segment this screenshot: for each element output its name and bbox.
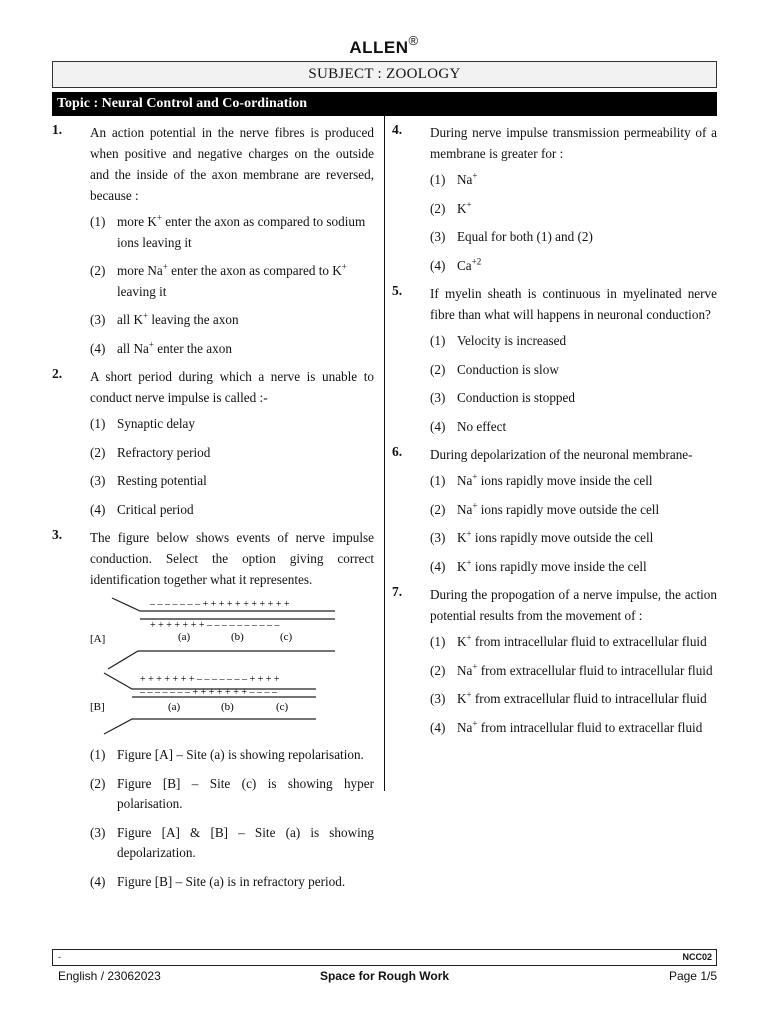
option-number: (4) (90, 873, 106, 889)
superscript: + (143, 310, 149, 321)
option-number: (1) (90, 747, 106, 762)
option-number: (2) (90, 775, 106, 791)
option-text-part: more K (117, 214, 157, 229)
option-text-part: enter the axon as compared to sodium ions leaving it (117, 214, 366, 250)
figure-a (90, 598, 335, 645)
option-text-part: enter the axon as compared to K (167, 263, 342, 278)
question-stem: An action potential in the nerve fibres is produced when positive and negative charges on the outside and the inside of the axon membrane are reversed, because : (90, 125, 374, 203)
option-number: (4) (430, 257, 446, 273)
question-number: 1. (52, 122, 63, 137)
question-1 (52, 116, 374, 359)
option-3 (430, 528, 717, 549)
option-text (457, 473, 653, 488)
option-text-part: ions rapidly move outside the cell (477, 501, 660, 517)
option-number: (3) (90, 824, 106, 840)
question-2 (52, 366, 374, 520)
option-2 (430, 500, 717, 521)
option-number: (1) (430, 333, 446, 348)
option-text (457, 333, 566, 348)
options (90, 745, 374, 892)
option-number: (4) (90, 501, 106, 517)
superscript: + (466, 557, 472, 568)
option-text (117, 502, 194, 517)
figure-b-label: [B] (90, 701, 105, 713)
figure-b-site-b: (b) (221, 701, 234, 713)
option-1 (90, 745, 374, 766)
question-stem: The figure below shows events of nerve impulse conduction. Select the option giving correct identification together what it representes. (90, 530, 374, 587)
option-text (117, 214, 365, 250)
options (90, 414, 374, 520)
option-text-part: Figure [B] – Site (c) is showing hyper polarisation. (117, 775, 374, 811)
option-text (457, 502, 659, 517)
question-number: 4. (392, 122, 403, 137)
option-number: (1) (90, 214, 106, 229)
figure-b (90, 651, 335, 734)
option-number: (1) (90, 416, 106, 431)
option-text-part: Conduction is slow (457, 361, 559, 377)
question-5 (392, 283, 717, 437)
question-number: 2. (52, 366, 63, 381)
figure-b-top-signs: + + + + + + + – – – – – – – + + + + (140, 674, 280, 685)
option-text-part: Figure [B] – Site (a) is in refractory period. (117, 873, 346, 889)
question-stem: If myelin sheath is continuous in myelinated nerve fibre than what will happens in neuronal conduction? (430, 286, 717, 322)
option-text-part: all K (117, 312, 144, 327)
option-text (457, 530, 653, 545)
option-1 (90, 414, 374, 435)
option-4 (90, 872, 374, 893)
option-3 (430, 388, 717, 409)
option-1 (430, 471, 717, 492)
option-number: (2) (430, 200, 446, 216)
option-text-part: K (457, 200, 467, 216)
superscript: + (466, 528, 472, 539)
option-text-part: from intracellular fluid to extracellar fluid (477, 719, 703, 735)
option-4 (90, 339, 374, 360)
subject-header: SUBJECT : ZOOLOGY (52, 61, 717, 88)
option-text-part: from intracellular fluid to extracellular fluid (471, 634, 707, 649)
topic-bar: Topic : Neural Control and Co-ordination (52, 92, 717, 116)
option-text-part: Na (457, 473, 473, 488)
option-text (117, 774, 374, 815)
option-text-part: Conduction is stopped (457, 390, 575, 405)
option-number: (4) (430, 418, 446, 434)
superscript: + (156, 212, 162, 223)
nerve-impulse-figure (90, 596, 340, 741)
question-4 (392, 116, 717, 276)
option-number: (2) (90, 444, 106, 460)
option-text (117, 263, 347, 299)
option-text (457, 201, 472, 216)
question-number: 5. (392, 283, 403, 298)
option-4 (90, 500, 374, 521)
option-number: (3) (430, 691, 446, 706)
option-text-part: Equal for both (1) and (2) (457, 229, 593, 244)
option-text (457, 229, 593, 244)
option-text-part: Refractory period (117, 444, 211, 460)
question-stem: During the propogation of a nerve impulse, the action potential results from the movement of : (430, 587, 717, 623)
option-number: (2) (430, 662, 446, 678)
figure-a-site-b: (b) (231, 631, 244, 643)
footer-strip-left: - (58, 952, 61, 962)
option-text (457, 258, 481, 273)
option-2 (90, 261, 374, 302)
figure-b-bottom-signs: – – – – – – – + + + + + + + – – – – (140, 687, 277, 698)
option-text-part: K (457, 558, 467, 574)
option-number: (1) (430, 473, 446, 488)
option-text (117, 745, 374, 766)
option-2 (430, 360, 717, 381)
option-text-part: Critical period (117, 501, 194, 517)
option-text (117, 872, 374, 893)
footer-rough-work: Space for Rough Work (319, 969, 450, 983)
footer-code-strip (52, 949, 717, 966)
option-text-part: Velocity is increased (457, 333, 567, 348)
figure-b-site-c: (c) (276, 701, 289, 713)
column-divider (384, 116, 385, 791)
figure-a-site-c: (c) (280, 631, 293, 643)
option-1 (430, 331, 717, 352)
option-4 (430, 557, 717, 578)
option-text-part: leaving it (117, 283, 167, 299)
superscript: + (472, 500, 478, 511)
question-number: 6. (392, 444, 403, 459)
option-text-part: Resting potential (117, 473, 207, 488)
option-4 (430, 256, 717, 277)
option-1 (430, 632, 717, 653)
option-text-part: from extracellular fluid to intracellular fluid (471, 691, 707, 706)
footer-language-date: English / 23062023 (58, 969, 161, 983)
figure-a-bottom-signs: + + + + + + + – – – – – – – – – – (150, 620, 280, 631)
figure-b-bottom-curve (104, 719, 316, 734)
allen-logo (0, 33, 768, 58)
option-1 (90, 212, 374, 253)
options (430, 471, 717, 577)
superscript: + (466, 689, 472, 700)
option-text-part: ions rapidly move inside the cell (471, 558, 647, 574)
option-4 (430, 417, 717, 438)
option-text-part: Figure [A] – Site (a) is showing repolarisation. (117, 747, 364, 762)
option-number: (4) (430, 719, 446, 735)
option-text-part: Ca (457, 257, 472, 273)
option-text-part: K (457, 691, 467, 706)
superscript: + (162, 261, 168, 272)
page-footer (52, 969, 717, 985)
option-number: (3) (430, 390, 446, 405)
option-text-part: ions rapidly move outside the cell (471, 530, 654, 545)
option-text (117, 445, 210, 460)
option-3 (430, 227, 717, 248)
question-6 (392, 444, 717, 577)
option-text-part: K (457, 634, 467, 649)
option-number: (3) (90, 473, 106, 488)
question-number: 7. (392, 584, 403, 599)
option-text-part: enter the axon (153, 340, 232, 356)
figure-b-site-a: (a) (168, 701, 181, 713)
question-3 (52, 527, 374, 892)
option-2 (90, 774, 374, 815)
question-stem: During depolarization of the neuronal membrane- (430, 447, 693, 462)
option-text (457, 661, 717, 682)
option-2 (430, 661, 717, 682)
options (430, 331, 717, 437)
option-4 (430, 718, 717, 739)
registered-mark: ® (408, 33, 419, 49)
option-text-part: all Na (117, 340, 149, 356)
option-text (457, 632, 717, 653)
question-7 (392, 584, 717, 738)
option-text-part: ions rapidly move inside the cell (477, 473, 653, 488)
option-text-part: Figure [A] & [B] – Site (a) is showing depolarization. (117, 824, 374, 860)
options (90, 212, 374, 359)
superscript: + (466, 632, 472, 643)
option-text (457, 718, 717, 739)
option-text (117, 473, 207, 488)
option-text (117, 312, 239, 327)
option-3 (430, 689, 717, 710)
option-text (457, 390, 575, 405)
question-stem: During nerve impulse transmission permeability of a membrane is greater for : (430, 125, 717, 161)
superscript: + (472, 661, 478, 672)
superscript: + (472, 718, 478, 729)
option-number: (1) (430, 634, 446, 649)
option-number: (3) (430, 530, 446, 545)
option-text-part: K (457, 530, 467, 545)
option-number: (2) (90, 263, 106, 278)
option-text (457, 689, 717, 710)
option-text-part: No effect (457, 418, 507, 434)
option-number: (2) (430, 361, 446, 377)
option-text-part: Na (457, 719, 473, 735)
options (430, 170, 717, 276)
question-stem: A short period during which a nerve is unable to conduct nerve impulse is called :- (90, 369, 374, 405)
left-column (52, 116, 374, 892)
option-text (457, 362, 559, 377)
option-text (457, 559, 647, 574)
option-text-part: more Na (117, 263, 163, 278)
option-number: (3) (430, 229, 446, 244)
option-text-part: leaving the axon (148, 312, 239, 327)
footer-page-number: Page 1/5 (668, 969, 717, 983)
option-number: (1) (430, 172, 446, 187)
option-1 (430, 170, 717, 191)
option-text (117, 341, 232, 356)
option-text-part: Synaptic delay (117, 416, 196, 431)
question-number: 3. (52, 527, 63, 542)
option-number: (2) (430, 501, 446, 517)
option-3 (90, 310, 374, 331)
superscript: + (341, 261, 347, 272)
option-text (117, 416, 195, 431)
right-column (392, 116, 717, 738)
option-text (457, 419, 506, 434)
option-text (117, 823, 374, 864)
superscript: + (472, 471, 478, 482)
option-text-part: from extracellular fluid to intracellular fluid (477, 662, 713, 678)
option-number: (4) (90, 340, 106, 356)
figure-b-top-curve (108, 651, 335, 669)
option-text-part: Na (457, 172, 473, 187)
superscript: + (466, 199, 472, 210)
option-3 (90, 471, 374, 492)
option-2 (430, 199, 717, 220)
figure-a-site-a: (a) (178, 631, 191, 643)
option-2 (90, 443, 374, 464)
option-number: (3) (90, 312, 106, 327)
option-3 (90, 823, 374, 864)
option-text (457, 172, 477, 187)
figure-a-top-signs: – – – – – – – + + + + + + + + + + + (150, 599, 290, 610)
option-text-part: Na (457, 662, 473, 678)
superscript: + (148, 339, 154, 350)
paper-code: NCC02 (682, 952, 712, 962)
logo-text: ALLEN (349, 38, 409, 57)
option-number: (4) (430, 558, 446, 574)
figure-a-label: [A] (90, 633, 106, 645)
superscript: +2 (471, 256, 482, 267)
superscript: + (472, 170, 478, 181)
options (430, 632, 717, 738)
option-text-part: Na (457, 501, 473, 517)
